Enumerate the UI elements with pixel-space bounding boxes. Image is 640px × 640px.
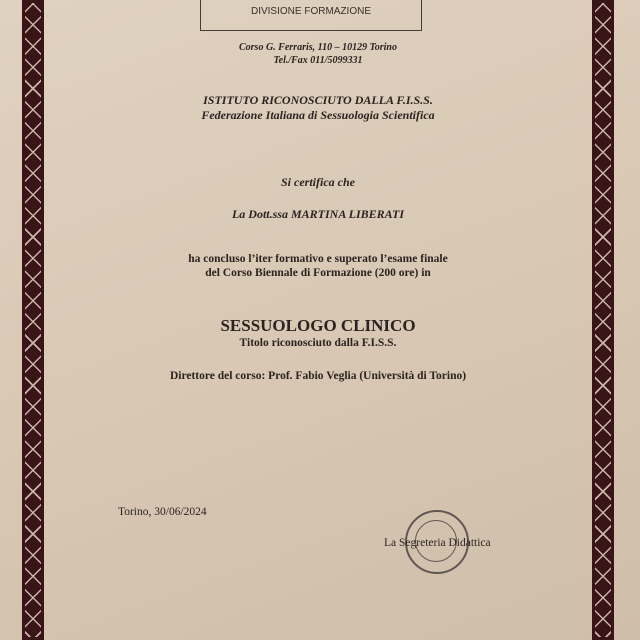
qualification-subtitle: Titolo riconosciuto dalla F.I.S.S. xyxy=(239,337,397,349)
recognition-line2: Federazione Italiana di Sessuologia Scientifica xyxy=(201,108,435,122)
header-box xyxy=(200,0,422,31)
address: Corso G. Ferraris, 110 – 10129 Torino xyxy=(239,42,397,53)
decorative-border-left xyxy=(22,0,44,640)
qualification-title: SESSUOLOGO CLINICO xyxy=(220,316,416,335)
division-label: DIVISIONE FORMAZIONE xyxy=(250,6,371,17)
recognition-line1: ISTITUTO RICONOSCIUTO DALLA F.I.S.S. xyxy=(203,93,433,107)
certify-text: Si certifica che xyxy=(281,175,355,189)
course-director: Direttore del corso: Prof. Fabio Veglia (Università di Torino) xyxy=(169,370,467,382)
place-date: Torino, 30/06/2024 xyxy=(118,506,207,518)
completion-line2: del Corso Biennale di Formazione (200 ore) in xyxy=(205,267,431,279)
phone: Tel./Fax 011/5099331 xyxy=(273,55,363,66)
signature-label: La Segreteria Didattica xyxy=(384,537,491,549)
decorative-border-right xyxy=(592,0,614,640)
completion-line1: ha concluso l’iter formativo e superato l’esame finale xyxy=(188,253,448,265)
recipient-name: La Dott.ssa MARTINA LIBERATI xyxy=(231,207,405,221)
